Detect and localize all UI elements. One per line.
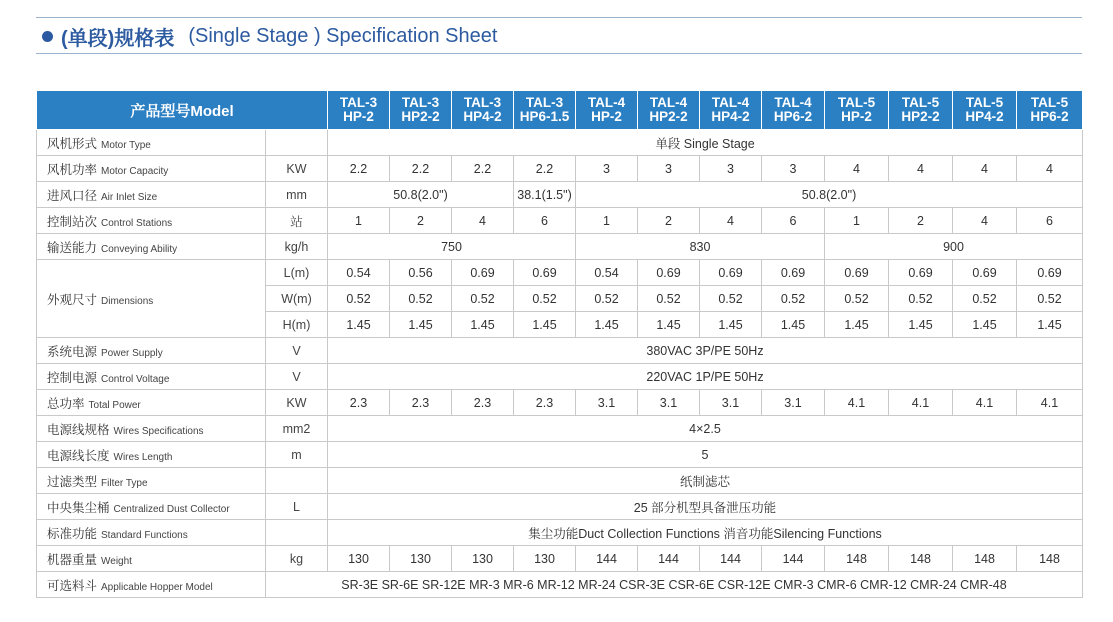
value-cell: 0.52 bbox=[452, 286, 514, 312]
value-cell-merged: 集尘功能Duct Collection Functions 消音功能Silencing Functions bbox=[328, 520, 1083, 546]
row-label-conveying bbox=[37, 234, 266, 260]
row-label-en: Air Inlet Size bbox=[101, 191, 158, 203]
row-label-en: Standard Functions bbox=[101, 529, 188, 541]
model-series: TAL-4 bbox=[587, 95, 626, 110]
row-label-en: Control Voltage bbox=[101, 373, 170, 385]
model-header-cell bbox=[953, 91, 1017, 130]
unit-cell: mm bbox=[266, 182, 328, 208]
bullet-dot-icon bbox=[42, 31, 53, 42]
row-label-cn: 外观尺寸 bbox=[47, 292, 98, 307]
row-label-dust_collector bbox=[37, 494, 266, 520]
row-label-motor_capacity bbox=[37, 156, 266, 182]
unit-cell: L bbox=[266, 494, 328, 520]
row-label-dimensions bbox=[37, 260, 266, 338]
row-label-control_voltage bbox=[37, 364, 266, 390]
model-header-cell bbox=[638, 91, 700, 130]
table-row-dust_collector bbox=[37, 494, 1083, 520]
value-cell: 3.1 bbox=[762, 390, 825, 416]
page-heading bbox=[42, 22, 497, 51]
value-cell: 3 bbox=[638, 156, 700, 182]
value-cell-group: 38.1(1.5") bbox=[514, 182, 576, 208]
value-cell-group: 50.8(2.0") bbox=[576, 182, 1083, 208]
value-cell: 4.1 bbox=[953, 390, 1017, 416]
model-variant: HP4-2 bbox=[463, 109, 502, 124]
table-row-control_voltage bbox=[37, 364, 1083, 390]
model-series: TAL-3 bbox=[339, 95, 378, 110]
value-cell: 0.69 bbox=[762, 260, 825, 286]
row-label-en: Control Stations bbox=[101, 217, 173, 229]
value-cell: 4 bbox=[889, 156, 953, 182]
model-variant: HP2-2 bbox=[401, 109, 440, 124]
table-row-wires_spec bbox=[37, 416, 1083, 442]
value-cell: 0.69 bbox=[1017, 260, 1083, 286]
value-cell: 130 bbox=[514, 546, 576, 572]
model-variant: HP-2 bbox=[343, 109, 374, 124]
model-variant: HP-2 bbox=[591, 109, 622, 124]
model-variant: HP2-2 bbox=[901, 109, 940, 124]
model-header: 产品型号Model bbox=[37, 91, 328, 130]
value-cell: 1.45 bbox=[953, 312, 1017, 338]
value-cell: 4 bbox=[825, 156, 889, 182]
row-label-cn: 控制站次 bbox=[47, 214, 98, 229]
model-series: TAL-5 bbox=[837, 95, 876, 110]
unit-cell: mm2 bbox=[266, 416, 328, 442]
value-cell: 1.45 bbox=[700, 312, 762, 338]
unit-cell: m bbox=[266, 442, 328, 468]
unit-cell: H(m) bbox=[266, 312, 328, 338]
value-cell: 0.52 bbox=[576, 286, 638, 312]
value-cell-group: 900 bbox=[825, 234, 1083, 260]
value-cell: 1 bbox=[576, 208, 638, 234]
row-label-air_inlet bbox=[37, 182, 266, 208]
model-series: TAL-4 bbox=[774, 95, 812, 110]
value-cell: 1.45 bbox=[889, 312, 953, 338]
model-variant: HP4-2 bbox=[965, 109, 1004, 124]
table-header-row bbox=[37, 91, 1083, 130]
model-variant: HP6-2 bbox=[773, 109, 813, 124]
row-label-filter_type bbox=[37, 468, 266, 494]
value-cell-merged: SR-3E SR-6E SR-12E MR-3 MR-6 MR-12 MR-24 CSR-3E CSR-6E CSR-12E CMR-3 CMR-6 CMR-12 CMR-24 CMR-48 bbox=[266, 572, 1083, 598]
row-label-motor_type bbox=[37, 130, 266, 156]
unit-cell: KW bbox=[266, 156, 328, 182]
value-cell: 2.3 bbox=[390, 390, 452, 416]
table-row-hopper bbox=[37, 572, 1083, 598]
value-cell: 2.3 bbox=[514, 390, 576, 416]
unit-cell: V bbox=[266, 338, 328, 364]
row-label-cn: 机器重量 bbox=[47, 552, 98, 567]
value-cell: 4 bbox=[700, 208, 762, 234]
model-series: TAL-5 bbox=[1030, 95, 1069, 110]
value-cell: 2 bbox=[638, 208, 700, 234]
value-cell: 1.45 bbox=[576, 312, 638, 338]
row-label-en: Conveying Ability bbox=[101, 243, 178, 255]
value-cell: 2.2 bbox=[390, 156, 452, 182]
model-header-cell bbox=[576, 91, 638, 130]
model-series: TAL-5 bbox=[965, 95, 1004, 110]
row-label-cn: 进风口径 bbox=[47, 188, 98, 203]
table-row-wires_length bbox=[37, 442, 1083, 468]
unit-cell bbox=[266, 520, 328, 546]
unit-cell bbox=[266, 468, 328, 494]
unit-cell: KW bbox=[266, 390, 328, 416]
table-row-dimensions-L bbox=[37, 260, 1083, 286]
value-cell: 4.1 bbox=[889, 390, 953, 416]
row-label-en: Applicable Hopper Model bbox=[101, 581, 213, 593]
row-label-weight bbox=[37, 546, 266, 572]
table-row-air_inlet bbox=[37, 182, 1083, 208]
value-cell: 3 bbox=[576, 156, 638, 182]
table-row-motor_capacity bbox=[37, 156, 1083, 182]
value-cell: 130 bbox=[452, 546, 514, 572]
value-cell: 0.52 bbox=[390, 286, 452, 312]
table-row-conveying bbox=[37, 234, 1083, 260]
row-label-standard_functions bbox=[37, 520, 266, 546]
value-cell: 4.1 bbox=[825, 390, 889, 416]
value-cell: 0.69 bbox=[514, 260, 576, 286]
heading-divider bbox=[36, 53, 1082, 54]
heading-title-en: (Single Stage ) Specification Sheet bbox=[188, 25, 498, 47]
row-label-en: Wires Length bbox=[113, 451, 173, 463]
value-cell-merged: 4×2.5 bbox=[328, 416, 1083, 442]
row-label-cn: 电源线长度 bbox=[47, 448, 110, 463]
value-cell: 144 bbox=[638, 546, 700, 572]
table-row-control_stations bbox=[37, 208, 1083, 234]
value-cell-merged: 5 bbox=[328, 442, 1083, 468]
value-cell-group: 750 bbox=[328, 234, 576, 260]
row-label-cn: 过滤类型 bbox=[47, 474, 98, 489]
value-cell: 0.52 bbox=[825, 286, 889, 312]
model-series: TAL-4 bbox=[711, 95, 750, 110]
value-cell: 148 bbox=[825, 546, 889, 572]
value-cell: 2.3 bbox=[328, 390, 390, 416]
table-row-motor_type bbox=[37, 130, 1083, 156]
model-header-cell bbox=[889, 91, 953, 130]
model-variant: HP6-1.5 bbox=[519, 109, 570, 124]
value-cell: 0.52 bbox=[638, 286, 700, 312]
value-cell: 148 bbox=[953, 546, 1017, 572]
table-row-power_supply bbox=[37, 338, 1083, 364]
model-header-cell bbox=[328, 91, 390, 130]
table-row-weight bbox=[37, 546, 1083, 572]
value-cell: 1.45 bbox=[328, 312, 390, 338]
value-cell-merged: 380VAC 3P/PE 50Hz bbox=[328, 338, 1083, 364]
row-label-cn: 中央集尘桶 bbox=[47, 500, 110, 515]
value-cell: 144 bbox=[762, 546, 825, 572]
value-cell: 4 bbox=[452, 208, 514, 234]
value-cell: 1 bbox=[825, 208, 889, 234]
value-cell: 4 bbox=[953, 156, 1017, 182]
row-label-cn: 电源线规格 bbox=[47, 422, 110, 437]
value-cell: 144 bbox=[700, 546, 762, 572]
value-cell: 1.45 bbox=[1017, 312, 1083, 338]
row-label-en: Power Supply bbox=[101, 347, 163, 359]
top-divider bbox=[36, 17, 1082, 18]
value-cell: 0.69 bbox=[638, 260, 700, 286]
value-cell: 0.52 bbox=[953, 286, 1017, 312]
row-label-en: Weight bbox=[101, 555, 132, 567]
value-cell: 1.45 bbox=[825, 312, 889, 338]
value-cell: 130 bbox=[328, 546, 390, 572]
value-cell: 148 bbox=[1017, 546, 1083, 572]
unit-cell: L(m) bbox=[266, 260, 328, 286]
value-cell: 6 bbox=[514, 208, 576, 234]
value-cell: 3.1 bbox=[700, 390, 762, 416]
value-cell: 0.69 bbox=[700, 260, 762, 286]
value-cell: 2.3 bbox=[452, 390, 514, 416]
unit-cell: kg/h bbox=[266, 234, 328, 260]
row-label-wires_spec bbox=[37, 416, 266, 442]
model-series: TAL-3 bbox=[401, 95, 440, 110]
value-cell: 0.56 bbox=[390, 260, 452, 286]
value-cell: 1.45 bbox=[390, 312, 452, 338]
model-header-cell bbox=[825, 91, 889, 130]
row-label-en: Total Power bbox=[88, 399, 141, 411]
value-cell: 3 bbox=[762, 156, 825, 182]
model-variant: HP4-2 bbox=[711, 109, 750, 124]
value-cell: 0.52 bbox=[514, 286, 576, 312]
row-label-en: Motor Type bbox=[101, 139, 151, 151]
row-label-control_stations bbox=[37, 208, 266, 234]
value-cell: 2 bbox=[390, 208, 452, 234]
value-cell: 148 bbox=[889, 546, 953, 572]
unit-cell: 站 bbox=[266, 208, 328, 234]
value-cell: 2 bbox=[889, 208, 953, 234]
value-cell: 0.52 bbox=[762, 286, 825, 312]
row-label-cn: 输送能力 bbox=[47, 240, 98, 255]
value-cell: 130 bbox=[390, 546, 452, 572]
row-label-cn: 控制电源 bbox=[47, 370, 98, 385]
value-cell: 0.69 bbox=[452, 260, 514, 286]
value-cell: 6 bbox=[1017, 208, 1083, 234]
row-label-cn: 系统电源 bbox=[47, 344, 98, 359]
model-header-cell bbox=[762, 91, 825, 130]
value-cell-group: 830 bbox=[576, 234, 825, 260]
value-cell: 1.45 bbox=[452, 312, 514, 338]
model-header-cell bbox=[1017, 91, 1083, 130]
value-cell: 6 bbox=[762, 208, 825, 234]
value-cell: 3 bbox=[700, 156, 762, 182]
value-cell-group: 50.8(2.0") bbox=[328, 182, 514, 208]
value-cell: 0.69 bbox=[889, 260, 953, 286]
row-label-cn: 标准功能 bbox=[47, 526, 98, 541]
row-label-cn: 风机形式 bbox=[47, 136, 98, 151]
value-cell: 1.45 bbox=[638, 312, 700, 338]
row-label-en: Motor Capacity bbox=[101, 165, 169, 177]
value-cell: 0.69 bbox=[825, 260, 889, 286]
value-cell-merged: 单段 Single Stage bbox=[328, 130, 1083, 156]
value-cell: 1.45 bbox=[514, 312, 576, 338]
table-row-standard_functions bbox=[37, 520, 1083, 546]
model-header-cell bbox=[390, 91, 452, 130]
value-cell: 4 bbox=[953, 208, 1017, 234]
model-series: TAL-3 bbox=[463, 95, 502, 110]
row-label-hopper bbox=[37, 572, 266, 598]
table-row-total_power bbox=[37, 390, 1083, 416]
model-variant: HP6-2 bbox=[1030, 109, 1069, 124]
unit-cell: V bbox=[266, 364, 328, 390]
model-variant: HP2-2 bbox=[649, 109, 688, 124]
value-cell: 3.1 bbox=[576, 390, 638, 416]
value-cell: 1.45 bbox=[762, 312, 825, 338]
heading-title-cn: (单段)规格表 bbox=[61, 28, 175, 50]
value-cell: 0.54 bbox=[576, 260, 638, 286]
row-label-en: Filter Type bbox=[101, 477, 148, 489]
model-header-cell bbox=[700, 91, 762, 130]
value-cell: 0.52 bbox=[1017, 286, 1083, 312]
row-label-cn: 总功率 bbox=[47, 396, 85, 411]
model-series: TAL-5 bbox=[901, 95, 940, 110]
value-cell: 3.1 bbox=[638, 390, 700, 416]
value-cell: 2.2 bbox=[514, 156, 576, 182]
value-cell: 0.52 bbox=[328, 286, 390, 312]
value-cell: 144 bbox=[576, 546, 638, 572]
row-label-wires_length bbox=[37, 442, 266, 468]
value-cell: 4.1 bbox=[1017, 390, 1083, 416]
row-label-total_power bbox=[37, 390, 266, 416]
model-series: TAL-4 bbox=[649, 95, 688, 110]
value-cell: 0.52 bbox=[889, 286, 953, 312]
value-cell: 0.69 bbox=[953, 260, 1017, 286]
model-variant: HP-2 bbox=[841, 109, 872, 124]
row-label-en: Wires Specifications bbox=[113, 425, 204, 437]
row-label-cn: 风机功率 bbox=[47, 162, 98, 177]
model-series: TAL-3 bbox=[525, 95, 564, 110]
value-cell: 0.54 bbox=[328, 260, 390, 286]
specification-table bbox=[36, 90, 1083, 598]
unit-cell bbox=[266, 130, 328, 156]
value-cell: 2.2 bbox=[452, 156, 514, 182]
value-cell-merged: 25 部分机型具备泄压功能 bbox=[328, 494, 1083, 520]
value-cell: 4 bbox=[1017, 156, 1083, 182]
unit-cell: W(m) bbox=[266, 286, 328, 312]
row-label-cn: 可选料斗 bbox=[47, 578, 98, 593]
row-label-en: Centralized Dust Collector bbox=[113, 503, 230, 515]
value-cell: 2.2 bbox=[328, 156, 390, 182]
model-header-cell bbox=[514, 91, 576, 130]
value-cell-merged: 220VAC 1P/PE 50Hz bbox=[328, 364, 1083, 390]
row-label-en: Dimensions bbox=[101, 295, 154, 307]
table-row-filter_type bbox=[37, 468, 1083, 494]
row-label-power_supply bbox=[37, 338, 266, 364]
value-cell: 1 bbox=[328, 208, 390, 234]
model-header-cell bbox=[452, 91, 514, 130]
value-cell-merged: 纸制滤芯 bbox=[328, 468, 1083, 494]
value-cell: 0.52 bbox=[700, 286, 762, 312]
unit-cell: kg bbox=[266, 546, 328, 572]
